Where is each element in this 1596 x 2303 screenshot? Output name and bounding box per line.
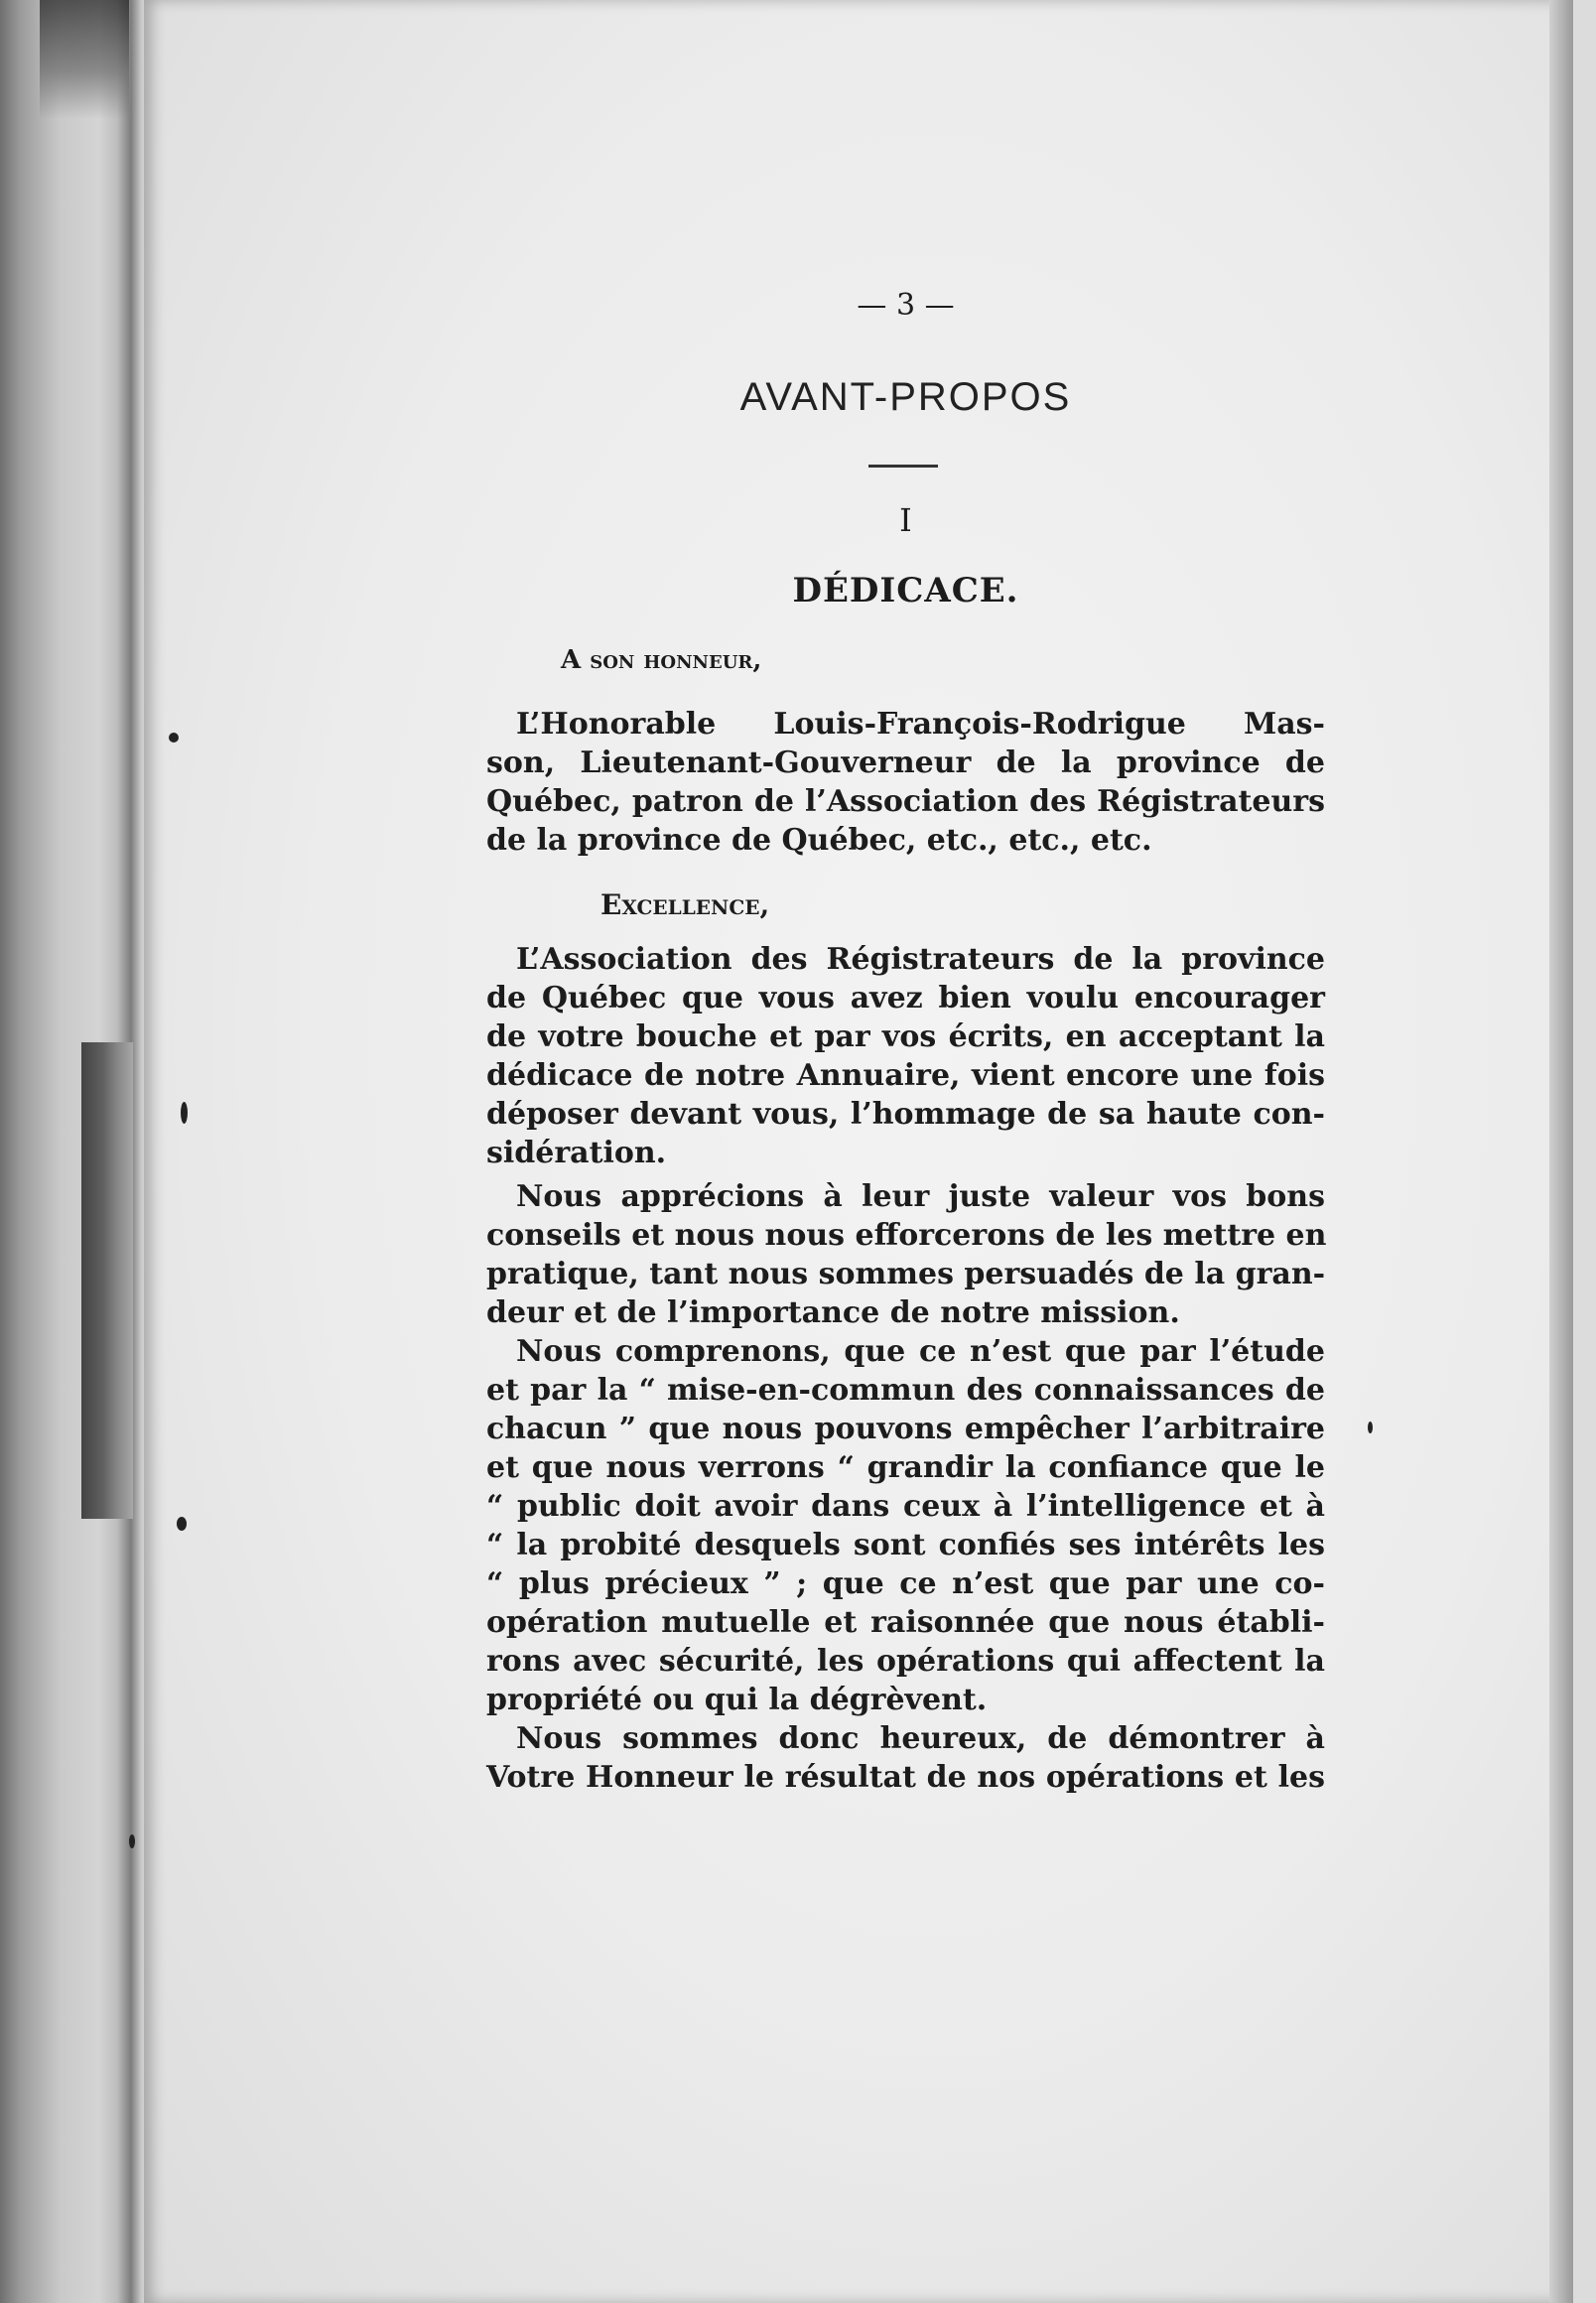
- salutation-honneur: A son honneur,: [561, 645, 762, 675]
- title-rule: [868, 465, 938, 468]
- paragraph-line: pratique, tant nous sommes persuadés de la gran-: [486, 1257, 1326, 1291]
- paragraph-line: L’Honorable Louis-François-Rodrigue Mas-: [516, 707, 1325, 742]
- paragraph-line: sidération.: [486, 1136, 667, 1170]
- page-number: — 3 —: [857, 288, 955, 323]
- binding-shadow: [81, 1042, 133, 1519]
- paragraph-line: rons avec sécurité, les opérations qui affectent la: [486, 1644, 1325, 1679]
- body-paragraph: [486, 940, 1325, 1172]
- ink-speck: [129, 1834, 135, 1848]
- paragraph-line: deur et de l’importance de notre mission.: [486, 1295, 1180, 1330]
- paragraph-line: conseils et nous nous efforcerons de les mettre en: [486, 1218, 1327, 1253]
- paragraph-line: opération mutuelle et raisonnée que nous établi-: [486, 1605, 1325, 1640]
- subsection-title: DÉDICACE.: [792, 571, 1019, 610]
- paragraph-line: de votre bouche et par vos écrits, en acceptant la: [486, 1019, 1325, 1054]
- paragraph-line: de la province de Québec, etc., etc., etc.: [486, 823, 1152, 858]
- body-paragraph: [486, 1719, 1325, 1797]
- section-numeral: I: [899, 501, 912, 539]
- paragraph-line: dédicace de notre Annuaire, vient encore une fois: [486, 1058, 1325, 1093]
- paragraph-line: Nous apprécions à leur juste valeur vos bons: [516, 1179, 1325, 1214]
- salutation-excellence: Excellence,: [600, 888, 770, 921]
- paragraph-line: Nous sommes donc heureux, de démontrer à: [516, 1721, 1325, 1756]
- paragraph-line: son, Lieutenant-Gouverneur de la province de: [486, 745, 1325, 780]
- paragraph-line: et par la “ mise-en-commun des connaissances de: [486, 1373, 1325, 1408]
- page-surface: [144, 0, 1573, 2303]
- paragraph-line: Québec, patron de l’Association des Régistrateurs: [486, 784, 1325, 819]
- ink-speck: [181, 1102, 188, 1124]
- paragraph-line: “ plus précieux ” ; que ce n’est que par une co-: [486, 1566, 1325, 1601]
- paragraph-line: Nous comprenons, que ce n’est que par l’étude: [516, 1334, 1325, 1369]
- binding-shadow-top: [40, 0, 129, 119]
- body-paragraph: [486, 1177, 1325, 1332]
- paragraph-line: “ la probité desquels sont confiés ses intérêts les: [486, 1528, 1325, 1562]
- ink-speck: [169, 733, 179, 743]
- paragraph-line: Votre Honneur le résultat de nos opérations et les: [486, 1760, 1325, 1795]
- page-right-edge: [1549, 0, 1573, 2303]
- paragraph-line: L’Association des Régistrateurs de la province: [516, 942, 1325, 977]
- body-paragraph: [486, 1332, 1325, 1719]
- paragraph-line: propriété ou qui la dégrèvent.: [486, 1683, 988, 1717]
- paragraph-line: de Québec que vous avez bien voulu encourager: [486, 981, 1325, 1016]
- section-title: AVANT-PROPOS: [739, 375, 1072, 419]
- paragraph-line: chacun ” que nous pouvons empêcher l’arbitraire: [486, 1412, 1325, 1446]
- paragraph-line: déposer devant vous, l’hommage de sa haute con-: [486, 1097, 1325, 1132]
- ink-speck: [1368, 1422, 1373, 1433]
- paragraph-line: et que nous verrons “ grandir la confiance que le: [486, 1450, 1325, 1485]
- paragraph-line: “ public doit avoir dans ceux à l’intelligence et à: [486, 1489, 1325, 1524]
- addressee-paragraph: [486, 705, 1325, 860]
- ink-speck: [177, 1517, 187, 1531]
